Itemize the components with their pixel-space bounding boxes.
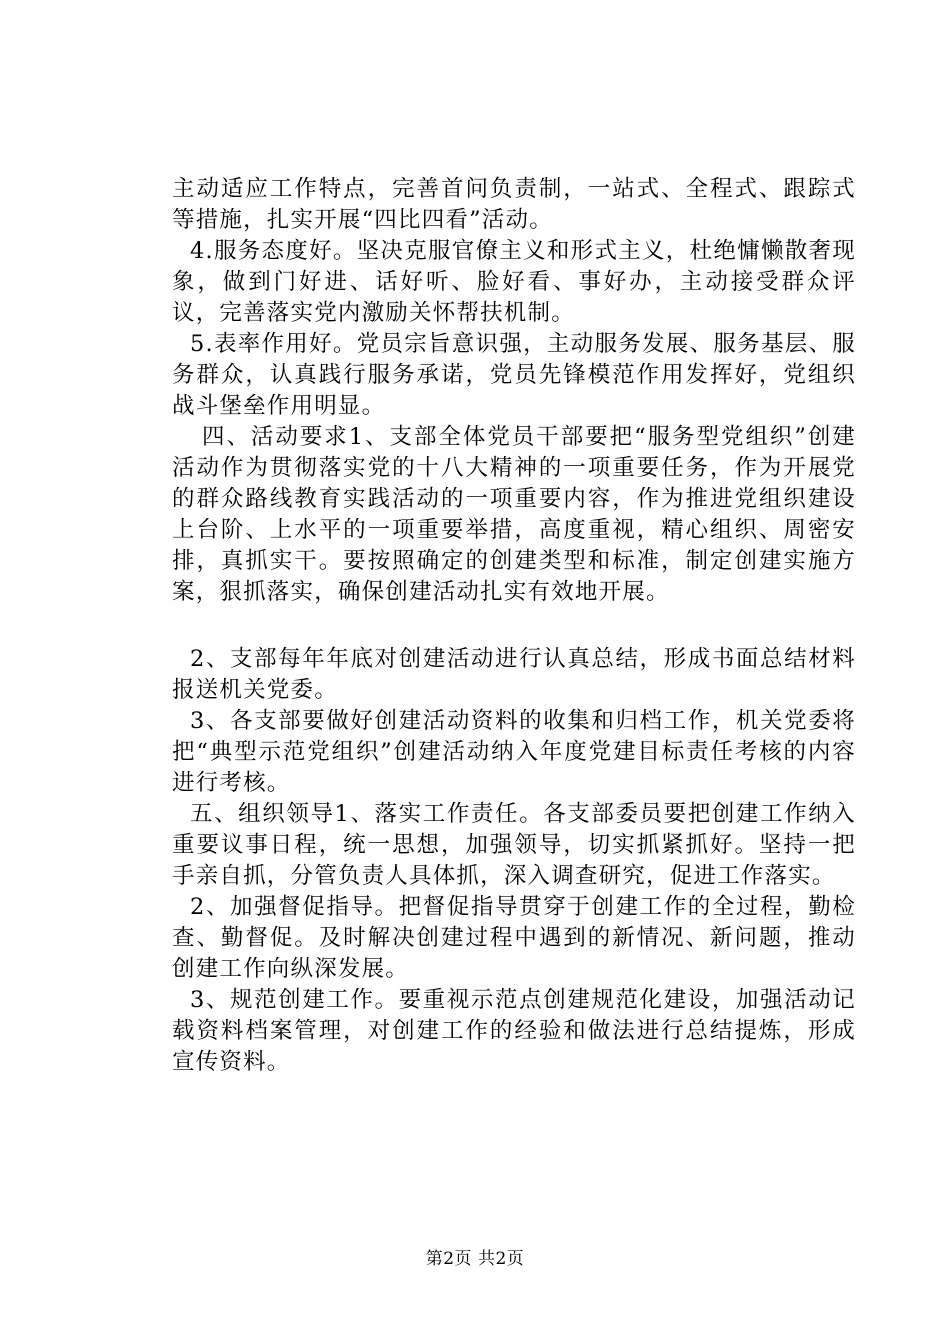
paragraph-standardization: 3、规范创建工作。要重视示范点创建规范化建设，加强活动记载资料档案管理，对创建工作的经验和做法进行总结提炼，形成宣传资料。 [172, 987, 856, 1075]
paragraph-organization-leadership: 五、组织领导1、落实工作责任。各支部委员要把创建工作纳入重要议事日程，统一思想，加强领导，切实抓紧抓好。坚持一把手亲自抓，分管负责人具体抓，深入调查研究，促进工作落实。 [172, 801, 856, 889]
paragraph-annual-summary: 2、支部每年年底对创建活动进行认真总结，形成书面总结材料报送机关党委。 [172, 646, 856, 703]
paragraph-archiving: 3、各支部要做好创建活动资料的收集和归档工作，机关党委将把“典型示范党组织”创建活动纳入年度党建目标责任考核的内容进行考核。 [172, 708, 856, 796]
page-number: 第2页 共2页 [425, 1249, 525, 1269]
document-body [172, 174, 856, 1078]
paragraph-activity-requirements: 四、活动要求1、支部全体党员干部要把“服务型党组织”创建活动作为贯彻落实党的十八大精神的一项重要任务，作为开展党的群众路线教育实践活动的一项重要内容，作为推进党组织建设上台阶、上水平的一项重要举措，高度重视，精心组织、周密安排，真抓实干。要按照确定的创建类型和标准，制定创建实施方案，狠抓落实，确保创建活动扎实有效地开展。 [172, 424, 856, 605]
paragraph-continuation: 主动适应工作特点，完善首问负责制，一站式、全程式、跟踪式等措施，扎实开展“四比四看”活动。 [172, 176, 856, 233]
paragraph-supervision: 2、加强督促指导。把督促指导贯穿于创建工作的全过程，勤检查、勤督促。及时解决创建过程中遇到的新情况、新问题，推动创建工作向纵深发展。 [172, 894, 856, 982]
paragraph-exemplary-role: 5.表率作用好。党员宗旨意识强，主动服务发展、服务基层、服务群众，认真践行服务承诺，党员先锋模范作用发挥好，党组织战斗堡垒作用明显。 [172, 331, 856, 419]
paragraph-service-attitude: 4.服务态度好。坚决克服官僚主义和形式主义，杜绝慵懒散奢现象，做到门好进、话好听、脸好看、事好办，主动接受群众评议，完善落实党内激励关怀帮扶机制。 [172, 238, 856, 326]
